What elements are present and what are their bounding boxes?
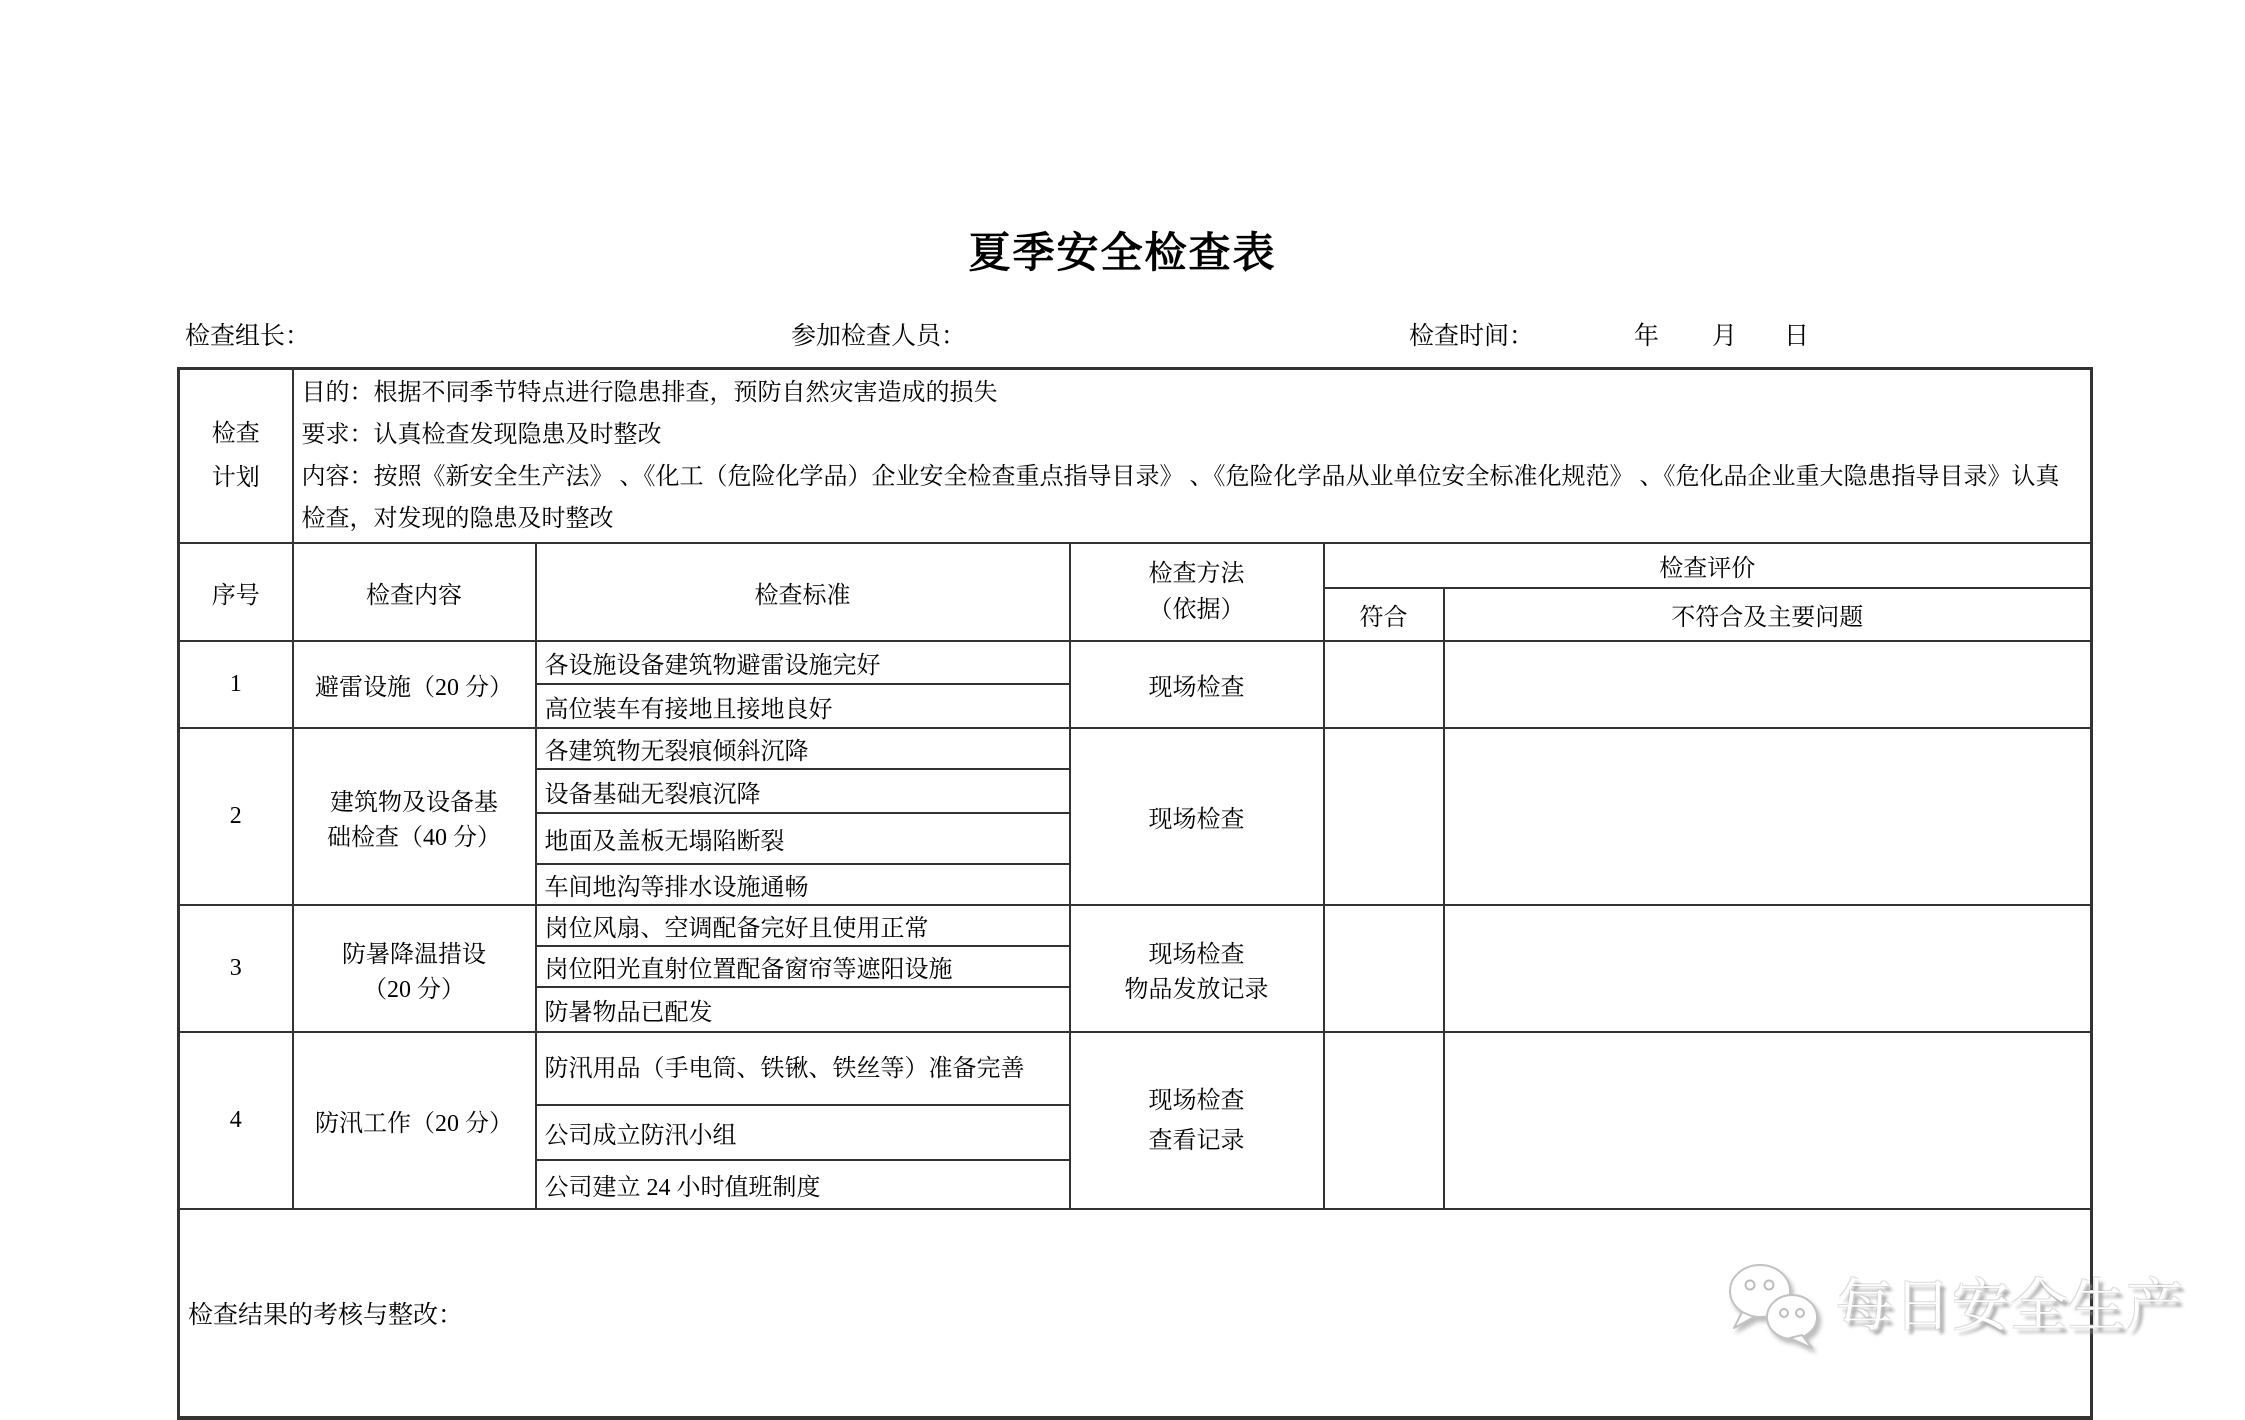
cell-standard-2-4: 车间地沟等排水设施通畅 [536, 864, 1070, 905]
cell-content-3-line2: （20 分） [363, 976, 465, 1003]
header-seq: 序号 [179, 543, 293, 641]
cell-seq-1: 1 [179, 641, 293, 728]
plan-label-line1: 检查 [211, 421, 260, 447]
cell-nonconform-3 [1444, 905, 2092, 1032]
cell-content-4 [293, 1032, 536, 1209]
cell-method-2-line1: 现场检查 [1148, 807, 1245, 833]
cell-content-1 [293, 641, 536, 728]
cell-method-4-line1: 现场检查 [1148, 1087, 1245, 1114]
cell-method-1-line1: 现场检查 [1148, 675, 1245, 701]
table-row-4 [179, 1032, 2092, 1105]
cell-conform-4 [1324, 1032, 1444, 1209]
cell-content-2-line2: 础检查（40 分） [327, 824, 501, 851]
header-method-line2: （依据） [1148, 597, 1245, 623]
header-method-line1: 检查方法 [1148, 561, 1245, 587]
cell-content-2 [293, 728, 536, 905]
cell-nonconform-4 [1444, 1032, 2092, 1209]
cell-standard-3-1: 岗位风扇、空调配备完好且使用正常 [536, 905, 1070, 946]
cell-conform-3 [1324, 905, 1444, 1032]
cell-method-4-line2: 查看记录 [1148, 1127, 1245, 1154]
cell-content-2-line1: 建筑物及设备基 [330, 789, 498, 816]
cell-standard-2-2: 设备基础无裂痕沉降 [536, 769, 1070, 813]
meta-row [177, 316, 2090, 358]
plan-requirement: 要求：认真检查发现隐患及时整改 [301, 422, 662, 448]
cell-standard-4-1: 防汛用品（手电筒、铁锹、铁丝等）准备完善 [536, 1032, 1070, 1105]
cell-standard-4-2: 公司成立防汛小组 [536, 1105, 1070, 1160]
cell-seq-3: 3 [179, 905, 293, 1032]
year-label: 年 [1634, 323, 1660, 350]
watermark-text: 每日安全生产 [1836, 1274, 2184, 1338]
cell-method-4 [1070, 1032, 1324, 1209]
cell-method-3-line1: 现场检查 [1148, 941, 1245, 968]
plan-purpose: 目的：根据不同季节特点进行隐患排查，预防自然灾害造成的损失 [301, 380, 998, 406]
plan-row-label [179, 369, 293, 544]
cell-conform-1 [1324, 641, 1444, 728]
plan-content-text: 内容：按照《新安全生产法》 、《化工（危险化学品）企业安全检查重点指导目录》 、《危险化学品从业单位安全标准化规范》 、《危化品企业重大隐患指导目录》认真检查，对发现的隐患及时整改 [301, 464, 2060, 532]
result-cell: 检查结果的考核与整改： [179, 1209, 2092, 1418]
cell-seq-4: 4 [179, 1032, 293, 1209]
cell-method-2 [1070, 728, 1324, 905]
header-conform: 符合 [1324, 588, 1444, 641]
plan-label-line2: 计划 [211, 465, 260, 491]
cell-content-1-line1: 避雷设施（20 分） [315, 675, 513, 701]
cell-nonconform-1 [1444, 641, 2092, 728]
header-evaluation: 检查评价 [1324, 543, 2092, 588]
header-nonconform: 不符合及主要问题 [1444, 588, 2092, 641]
cell-method-3 [1070, 905, 1324, 1032]
plan-content-cell [293, 369, 2092, 544]
wechat-icon [1722, 1258, 1826, 1354]
table-row-1 [179, 641, 2092, 684]
participants-label: 参加检查人员： [791, 323, 967, 350]
table-row-2 [179, 728, 2092, 769]
cell-standard-2-1: 各建筑物无裂痕倾斜沉降 [536, 728, 1070, 769]
cell-standard-2-3: 地面及盖板无塌陷断裂 [536, 813, 1070, 864]
cell-standard-1-1: 各设施设备建筑物避雷设施完好 [536, 641, 1070, 684]
cell-method-3-line2: 物品发放记录 [1124, 976, 1269, 1003]
cell-content-3 [293, 905, 536, 1032]
cell-standard-4-3: 公司建立 24 小时值班制度 [536, 1160, 1070, 1209]
watermark [1722, 1256, 2184, 1356]
day-label: 日 [1784, 323, 1810, 350]
cell-conform-2 [1324, 728, 1444, 905]
cell-standard-3-3: 防暑物品已配发 [536, 987, 1070, 1032]
table-row-3 [179, 905, 2092, 946]
cell-standard-1-2: 高位装车有接地且接地良好 [536, 684, 1070, 728]
cell-nonconform-2 [1444, 728, 2092, 905]
inspection-time-label: 检查时间： [1409, 323, 1535, 350]
cell-seq-2: 2 [179, 728, 293, 905]
cell-content-3-line1: 防暑降温措设 [342, 941, 486, 968]
plan-row [179, 369, 2092, 544]
page-title: 夏季安全检查表 [968, 231, 1277, 277]
month-label: 月 [1712, 323, 1738, 350]
cell-standard-3-2: 岗位阳光直射位置配备窗帘等遮阳设施 [536, 946, 1070, 987]
header-standard: 检查标准 [536, 543, 1070, 641]
header-content: 检查内容 [293, 543, 536, 641]
cell-content-4-line1: 防汛工作（20 分） [315, 1111, 513, 1137]
inspection-leader-label: 检查组长： [185, 323, 311, 350]
cell-method-1 [1070, 641, 1324, 728]
header-method [1070, 543, 1324, 641]
header-row-1 [179, 543, 2092, 588]
